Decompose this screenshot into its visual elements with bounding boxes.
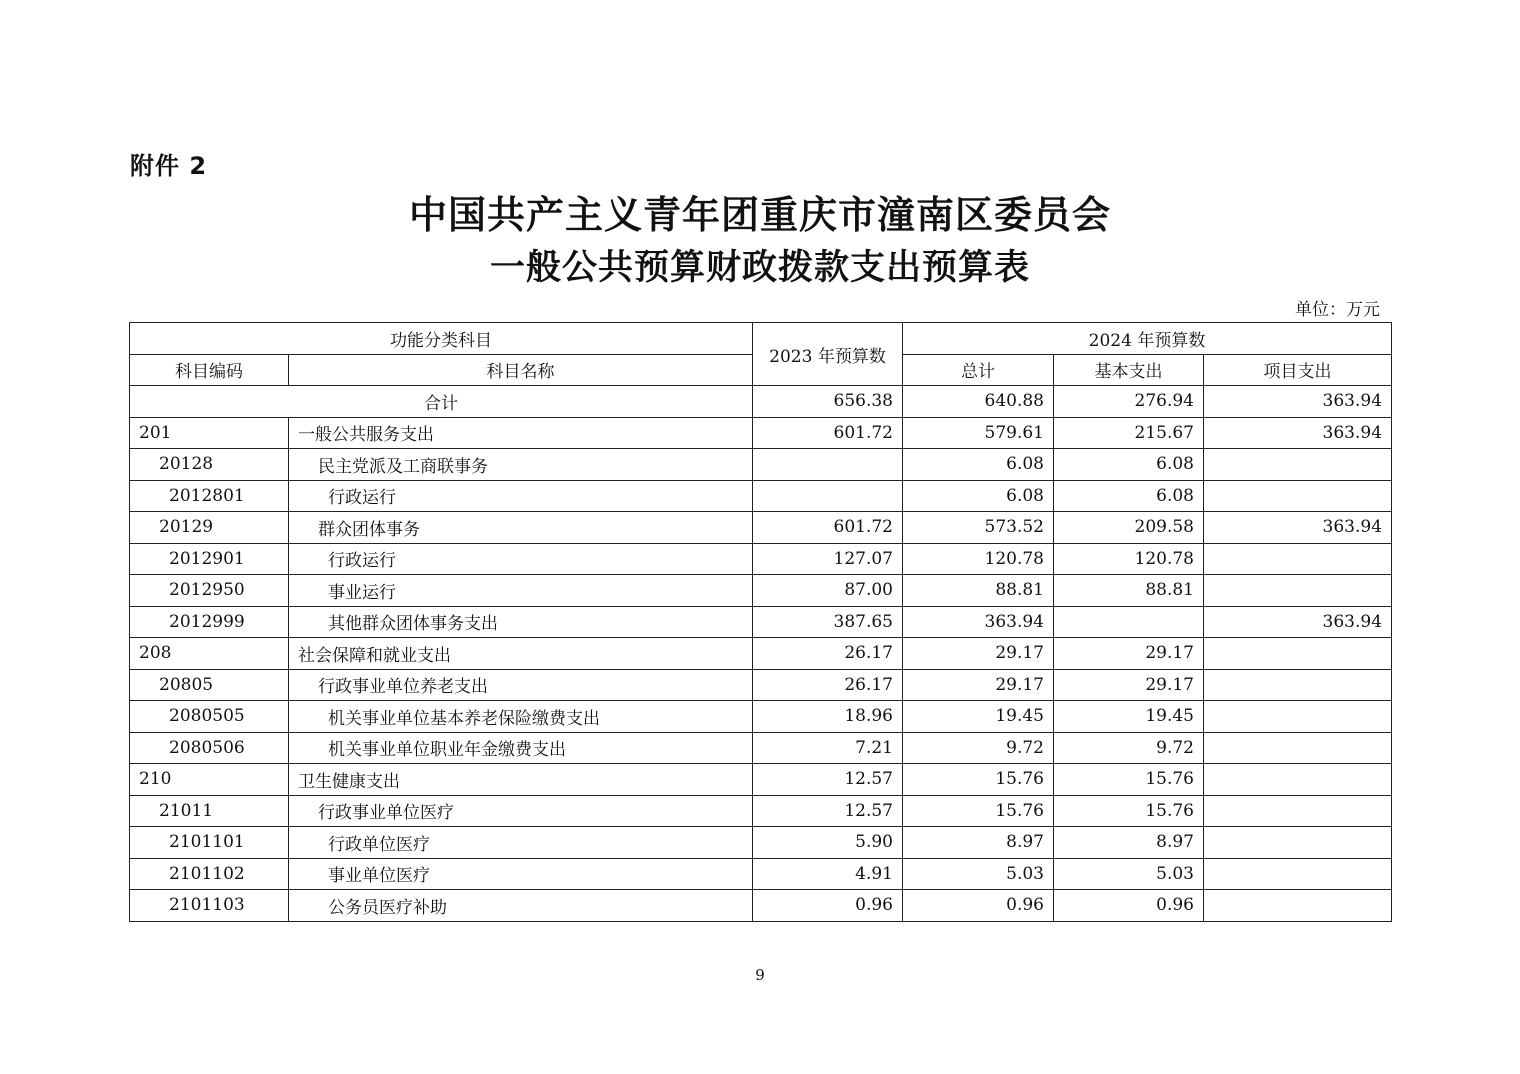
row-name: 行政事业单位养老支出 [289, 669, 753, 701]
row-2023 [753, 449, 903, 481]
row-total: 9.72 [903, 732, 1054, 764]
row-2023: 4.91 [753, 858, 903, 890]
row-project [1204, 480, 1392, 512]
table-row [130, 480, 1392, 512]
row-project [1204, 858, 1392, 890]
row-total: 5.03 [903, 858, 1054, 890]
row-project [1204, 764, 1392, 796]
row-total: 29.17 [903, 638, 1054, 670]
row-total: 29.17 [903, 669, 1054, 701]
row-project [1204, 669, 1392, 701]
row-code: 2080505 [130, 701, 289, 733]
row-basic [1054, 606, 1204, 638]
row-name: 行政运行 [289, 543, 753, 575]
table-row [130, 417, 1392, 449]
row-basic: 0.96 [1054, 890, 1204, 922]
header-total: 总计 [903, 354, 1054, 386]
header-2023-budget: 2023 年预算数 [753, 323, 903, 386]
row-basic: 5.03 [1054, 858, 1204, 890]
row-basic: 215.67 [1054, 417, 1204, 449]
row-name: 社会保障和就业支出 [289, 638, 753, 670]
row-code: 210 [130, 764, 289, 796]
row-name: 卫生健康支出 [289, 764, 753, 796]
row-code: 2101103 [130, 890, 289, 922]
total-basic: 276.94 [1054, 386, 1204, 418]
header-name: 科目名称 [289, 354, 753, 386]
row-name: 行政运行 [289, 480, 753, 512]
row-code: 2080506 [130, 732, 289, 764]
row-name: 民主党派及工商联事务 [289, 449, 753, 481]
row-code: 2012950 [130, 575, 289, 607]
table-row [130, 669, 1392, 701]
row-name: 机关事业单位职业年金缴费支出 [289, 732, 753, 764]
row-2023: 7.21 [753, 732, 903, 764]
row-basic: 9.72 [1054, 732, 1204, 764]
row-basic: 88.81 [1054, 575, 1204, 607]
table-row [130, 512, 1392, 544]
row-code: 21011 [130, 795, 289, 827]
row-total: 88.81 [903, 575, 1054, 607]
row-total: 15.76 [903, 764, 1054, 796]
row-code: 2101101 [130, 827, 289, 859]
row-basic: 8.97 [1054, 827, 1204, 859]
row-name: 行政单位医疗 [289, 827, 753, 859]
row-project: 363.94 [1204, 417, 1392, 449]
unit-label: 单位：万元 [1295, 300, 1380, 320]
row-2023 [753, 480, 903, 512]
table-row [130, 575, 1392, 607]
total-project: 363.94 [1204, 386, 1392, 418]
row-2023: 87.00 [753, 575, 903, 607]
row-2023: 601.72 [753, 417, 903, 449]
row-2023: 601.72 [753, 512, 903, 544]
row-project: 363.94 [1204, 606, 1392, 638]
total-total: 640.88 [903, 386, 1054, 418]
row-2023: 5.90 [753, 827, 903, 859]
row-2023: 18.96 [753, 701, 903, 733]
header-project: 项目支出 [1204, 354, 1392, 386]
budget-table [129, 322, 1392, 922]
row-total: 120.78 [903, 543, 1054, 575]
row-code: 2012801 [130, 480, 289, 512]
header-2024-budget: 2024 年预算数 [903, 323, 1392, 355]
table-row [130, 827, 1392, 859]
page-subtitle: 一般公共预算财政拨款支出预算表 [489, 247, 1030, 288]
total-row [130, 386, 1392, 418]
row-2023: 387.65 [753, 606, 903, 638]
row-project [1204, 732, 1392, 764]
row-name: 一般公共服务支出 [289, 417, 753, 449]
row-project: 363.94 [1204, 512, 1392, 544]
row-project [1204, 890, 1392, 922]
row-2023: 12.57 [753, 795, 903, 827]
header-basic: 基本支出 [1054, 354, 1204, 386]
row-2023: 26.17 [753, 669, 903, 701]
row-total: 15.76 [903, 795, 1054, 827]
row-basic: 120.78 [1054, 543, 1204, 575]
row-2023: 12.57 [753, 764, 903, 796]
table-row [130, 732, 1392, 764]
table-row [130, 795, 1392, 827]
row-name: 其他群众团体事务支出 [289, 606, 753, 638]
row-project [1204, 575, 1392, 607]
row-name: 事业单位医疗 [289, 858, 753, 890]
row-basic: 15.76 [1054, 764, 1204, 796]
row-project [1204, 543, 1392, 575]
table-row [130, 764, 1392, 796]
row-code: 2012901 [130, 543, 289, 575]
attachment-label: 附件 2 [130, 152, 208, 180]
row-project [1204, 449, 1392, 481]
row-code: 20805 [130, 669, 289, 701]
table-row [130, 890, 1392, 922]
row-basic: 29.17 [1054, 669, 1204, 701]
row-basic: 6.08 [1054, 480, 1204, 512]
row-name: 群众团体事务 [289, 512, 753, 544]
page-number: 9 [755, 966, 765, 984]
row-code: 20129 [130, 512, 289, 544]
table-row [130, 858, 1392, 890]
table-row [130, 449, 1392, 481]
row-2023: 26.17 [753, 638, 903, 670]
row-basic: 15.76 [1054, 795, 1204, 827]
page-title: 中国共产主义青年团重庆市潼南区委员会 [408, 192, 1111, 237]
table-row [130, 543, 1392, 575]
row-code: 2012999 [130, 606, 289, 638]
row-project [1204, 795, 1392, 827]
total-2023: 656.38 [753, 386, 903, 418]
table-row [130, 638, 1392, 670]
row-basic: 19.45 [1054, 701, 1204, 733]
row-project [1204, 827, 1392, 859]
row-basic: 29.17 [1054, 638, 1204, 670]
header-function-category: 功能分类科目 [130, 323, 753, 355]
row-total: 363.94 [903, 606, 1054, 638]
row-total: 579.61 [903, 417, 1054, 449]
row-name: 事业运行 [289, 575, 753, 607]
table-row [130, 606, 1392, 638]
row-basic: 209.58 [1054, 512, 1204, 544]
row-total: 0.96 [903, 890, 1054, 922]
row-name: 公务员医疗补助 [289, 890, 753, 922]
row-name: 行政事业单位医疗 [289, 795, 753, 827]
table-row [130, 701, 1392, 733]
row-total: 19.45 [903, 701, 1054, 733]
total-label: 合计 [130, 386, 753, 418]
row-project [1204, 701, 1392, 733]
row-code: 201 [130, 417, 289, 449]
row-basic: 6.08 [1054, 449, 1204, 481]
row-2023: 127.07 [753, 543, 903, 575]
row-total: 573.52 [903, 512, 1054, 544]
row-code: 2101102 [130, 858, 289, 890]
row-project [1204, 638, 1392, 670]
row-code: 208 [130, 638, 289, 670]
row-total: 6.08 [903, 480, 1054, 512]
row-name: 机关事业单位基本养老保险缴费支出 [289, 701, 753, 733]
header-row-1 [130, 323, 1392, 355]
header-code: 科目编码 [130, 354, 289, 386]
row-2023: 0.96 [753, 890, 903, 922]
row-total: 8.97 [903, 827, 1054, 859]
row-code: 20128 [130, 449, 289, 481]
row-total: 6.08 [903, 449, 1054, 481]
